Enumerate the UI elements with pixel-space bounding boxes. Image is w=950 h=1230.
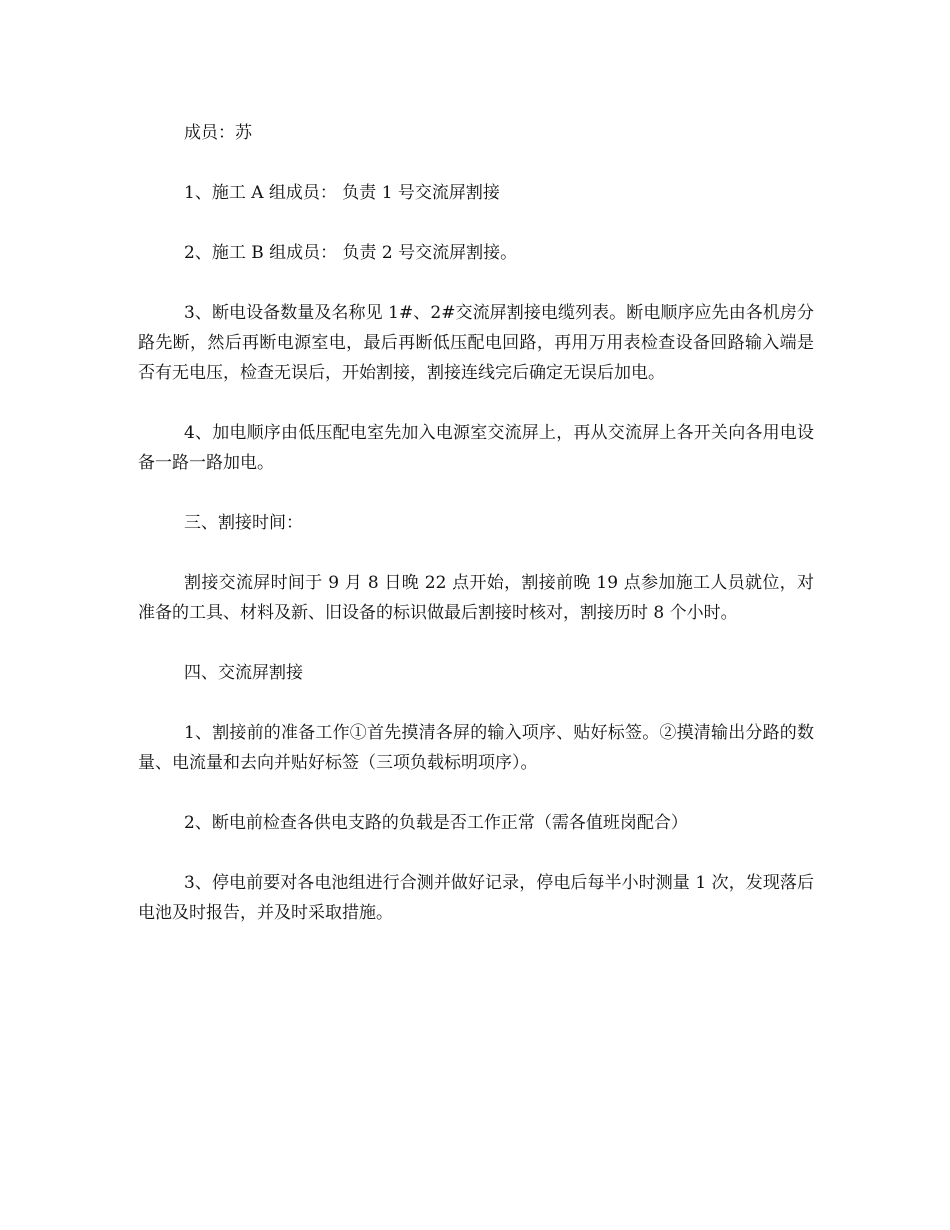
- paragraph-preparation: 1、割接前的准备工作①首先摸清各屏的输入项序、贴好标签。②摸清输出分路的数量、电流量和去向并贴好标签（三项负载标明项序）。: [138, 723, 814, 773]
- document-body: [138, 118, 814, 958]
- paragraph-team-a: 1、施工 A 组成员： 负责 1 号交流屏割接: [184, 183, 500, 203]
- paragraph-members: 成员：苏: [184, 123, 252, 143]
- section-heading-cutover-time: 三、割接时间：: [184, 513, 303, 533]
- paragraph-power-off-sequence: 3、断电设备数量及名称见 1#、2#交流屏割接电缆列表。断电顺序应先由各机房分路先断，然后再断电源室电，最后再断低压配电回路，再用万用表检查设备回路输入端是否有无电压，检查无误后，开始割接，割接连线完后确定无误后加电。: [138, 303, 814, 383]
- paragraph-load-check: 2、断电前检查各供电支路的负载是否工作正常（需各值班岗配合）: [184, 813, 688, 833]
- paragraph-battery-test: 3、停电前要对各电池组进行合测并做好记录，停电后每半小时测量 1 次，发现落后电池及时报告，并及时采取措施。: [138, 873, 814, 923]
- section-heading-ac-panel-cutover: 四、交流屏割接: [184, 663, 303, 683]
- paragraph-cutover-time: 割接交流屏时间于 9 月 8 日晚 22 点开始，割接前晚 19 点参加施工人员就位，对准备的工具、材料及新、旧设备的标识做最后割接时核对，割接历时 8 个小时。: [138, 573, 814, 623]
- paragraph-team-b: 2、施工 B 组成员： 负责 2 号交流屏割接。: [184, 243, 518, 263]
- paragraph-power-on-sequence: 4、加电顺序由低压配电室先加入电源室交流屏上，再从交流屏上各开关向各用电设备一路一路加电。: [138, 423, 814, 473]
